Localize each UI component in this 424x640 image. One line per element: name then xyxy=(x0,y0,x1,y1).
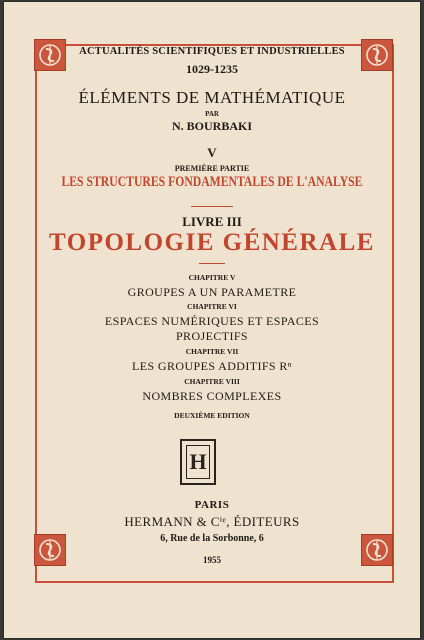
publisher-logo-letter: H xyxy=(186,445,210,479)
chapter-label: CHAPITRE VIII xyxy=(184,377,240,386)
book-cover xyxy=(4,2,420,638)
part-title xyxy=(4,174,420,191)
volume-number: V xyxy=(207,145,217,160)
divider xyxy=(191,206,233,207)
chapter-label: CHAPITRE VII xyxy=(185,347,239,356)
series-title: ACTUALITÉS SCIENTIFIQUES ET INDUSTRIELLES xyxy=(79,46,345,57)
part-label: PREMIÈRE PARTIE xyxy=(174,164,250,173)
publisher: HERMANN & Cⁱᵉ, ÉDITEURS xyxy=(124,514,300,529)
chapter-title: ESPACES NUMÉRIQUES ET ESPACES xyxy=(104,314,320,328)
city: PARIS xyxy=(194,499,230,511)
divider xyxy=(199,263,225,264)
par-label: PAR xyxy=(205,110,219,118)
chapter-title: GROUPES A UN PARAMETRE xyxy=(127,285,297,299)
chapter-title: LES GROUPES ADDITIFS Rⁿ xyxy=(131,359,292,373)
address: 6, Rue de la Sorbonne, 6 xyxy=(160,533,264,544)
book-title: TOPOLOGIE GÉNÉRALE xyxy=(49,229,375,256)
main-title: ÉLÉMENTS DE MATHÉMATIQUE xyxy=(78,88,346,107)
book-label: LIVRE III xyxy=(182,214,242,229)
author: N. BOURBAKI xyxy=(171,119,252,133)
part-title-text: LES STRUCTURES FONDAMENTALES DE L'ANALYSE xyxy=(61,174,363,190)
year: 1955 xyxy=(203,555,221,565)
chapter-label: CHAPITRE V xyxy=(188,273,236,282)
edition: DEUXIÈME EDITION xyxy=(174,411,250,420)
chapter-label: CHAPITRE VI xyxy=(187,302,237,311)
chapter-title: NOMBRES COMPLEXES xyxy=(142,389,282,403)
publisher-logo-icon xyxy=(180,439,216,485)
chapter-title: PROJECTIFS xyxy=(175,329,249,343)
issue-numbers: 1029-1235 xyxy=(186,62,238,76)
